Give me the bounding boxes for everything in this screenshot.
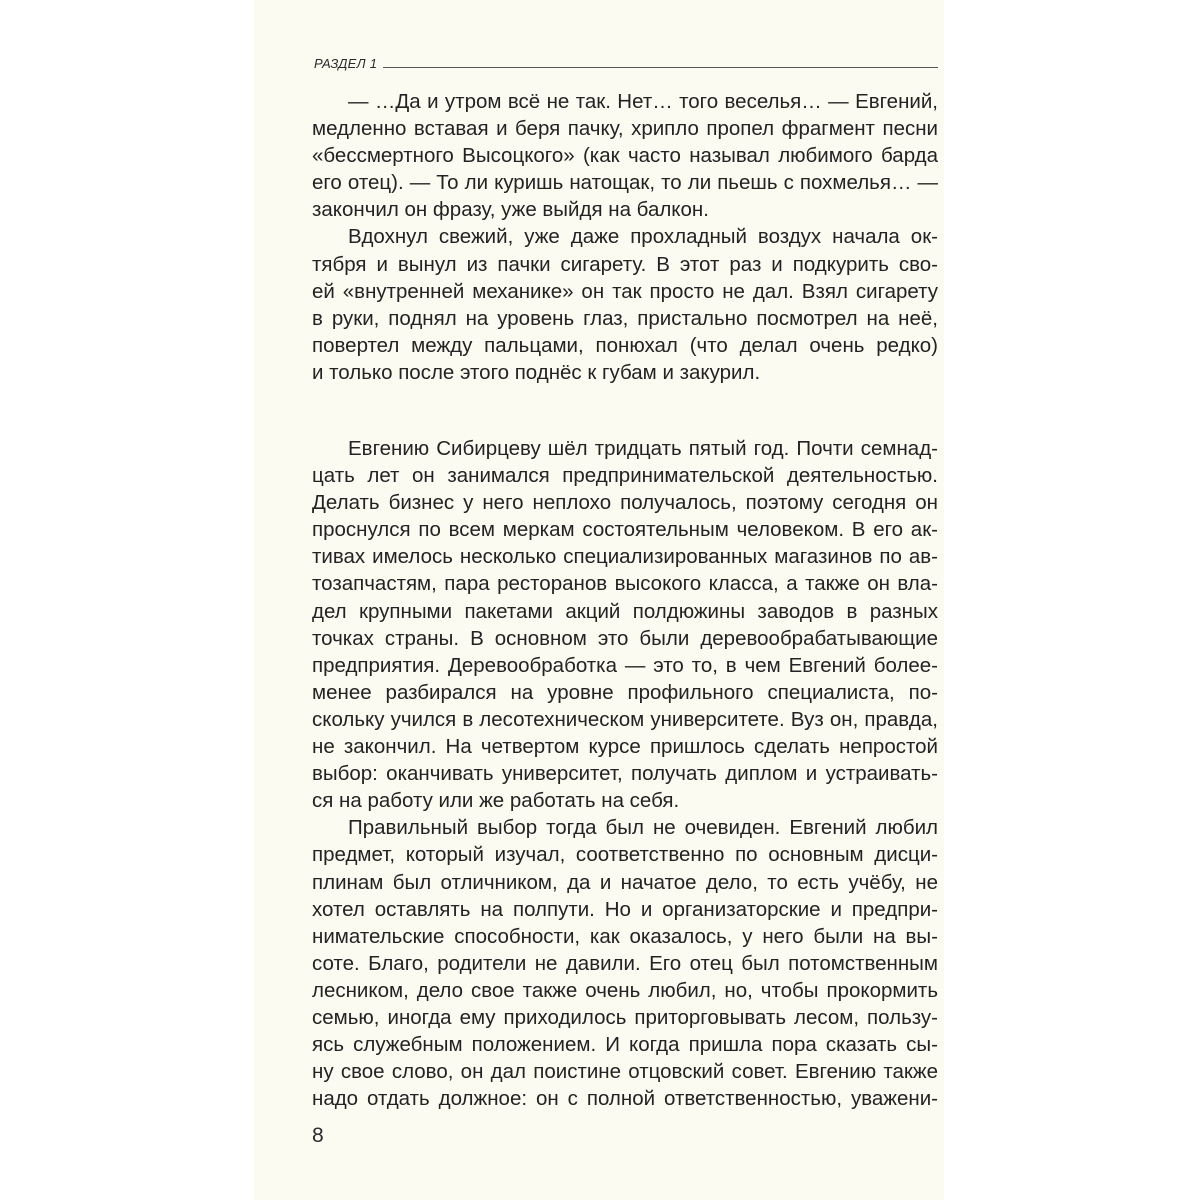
text-line: Вдохнул свежий, уже даже прохладный воздух начала ок- [348,225,938,249]
text-line: ясь служебным положением. И когда пришла пора сказать сы- [312,1033,938,1057]
text-line: ну свое слово, он дал поистине отцовский совет. Евгению также [312,1060,938,1084]
page-number: 8 [312,1124,324,1147]
text-line: предприятия. Деревообработка — это то, в чем Евгений более- [312,653,938,677]
text-line: Правильный выбор тогда был не очевиден. Евгений любил [348,816,938,840]
text-line: Делать бизнес у него неплохо получалось, поэтому сегодня он [312,491,938,515]
paragraph [312,223,938,386]
text-line: ей «внутренней механике» он так просто не дал. Взял сигарету [312,279,938,303]
paragraph [312,88,938,223]
book-page [254,0,944,1200]
text-line: хотел оставлять на полпути. Но и организаторские и предпри- [312,897,938,921]
paragraph [312,814,938,1112]
header-rule [383,67,938,68]
text-line: Евгению Сибирцеву шёл тридцать пятый год. Почти семнад- [348,437,938,460]
text-line: соте. Благо, родители не давили. Его отец был потомственным [312,951,938,975]
text-line: и только после этого поднёс к губам и закурил. [312,360,761,384]
text-line: — …Да и утром всё не так. Нет… того веселья… — Евгений, [348,90,938,113]
text-line: ся на работу или же работать на себя. [312,789,680,813]
text-line: повертел между пальцами, понюхал (что делал очень редко) [312,333,938,357]
text-line: тозапчастям, пара ресторанов высокого класса, а также он вла- [312,572,938,596]
text-line: скольку учился в лесотехническом университете. Вуз он, правда, [312,707,938,731]
text-line: надо отдать должное: он с полной ответственностью, уважени- [312,1087,938,1111]
section-label: РАЗДЕЛ 1 [314,56,378,71]
text-line: в руки, поднял на уровень глаз, пристально посмотрел на неё, [312,306,938,330]
text-line: выбор: оканчивать университет, получать диплом и устраивать- [312,762,938,786]
text-line: медленно вставая и беря пачку, хрипло пропел фрагмент песни [312,117,938,141]
text-line: проснулся по всем меркам состоятельным человеком. В его ак- [312,518,938,542]
text-block-scene [312,88,938,386]
text-line: нимательские способности, как оказалось, у него были на вы- [312,924,938,948]
text-line: его отец). — То ли куришь натощак, то ли пьешь с похмелья… — [312,171,938,195]
text-line: лесником, дело свое также очень любил, но, чтобы прокормить [312,978,938,1002]
text-line: точках страны. В основном это были деревообрабатывающие [312,626,938,650]
text-line: тября и вынул из пачки сигарету. В этот раз и подкурить сво- [312,252,938,276]
text-line: предмет, который изучал, соответственно по основным дисци- [312,843,938,867]
paragraph [312,435,938,814]
running-head [314,56,938,71]
text-line: «бессмертного Высоцкого» (как часто называл любимого барда [312,144,938,168]
text-block-background [312,435,938,1112]
text-line: цать лет он занимался предпринимательской деятельностью. [312,464,938,488]
text-line: закончил он фразу, уже выйдя на балкон. [312,198,709,222]
text-line: семью, иногда ему приходилось приторговывать лесом, пользу- [312,1005,938,1029]
text-line: менее разбирался на уровне профильного специалиста, по- [312,680,938,704]
text-line: тивах имелось несколько специализированных магазинов по ав- [312,545,938,569]
text-line: плинам был отличником, да и начатое дело, то есть учёбу, не [312,870,938,894]
text-line: не закончил. На четвертом курсе пришлось сделать непростой [312,735,938,759]
text-line: дел крупными пакетами акций полдюжины заводов в разных [312,599,938,623]
